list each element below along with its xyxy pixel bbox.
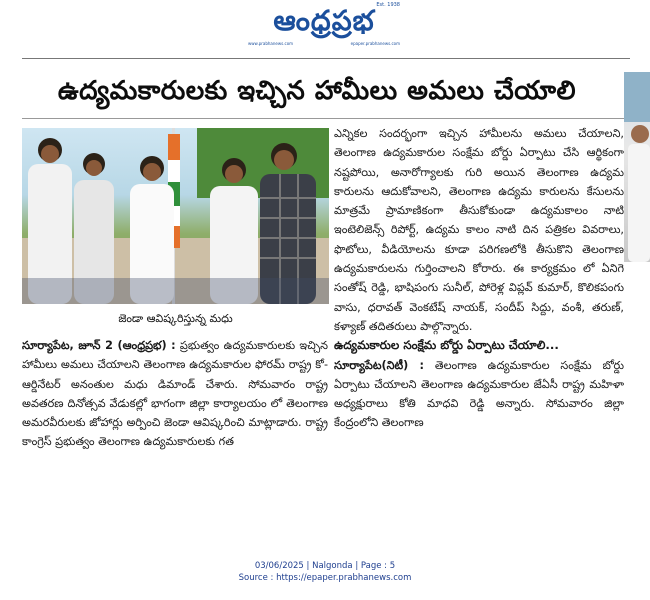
left-paragraph — [22, 336, 328, 452]
page-footer — [0, 560, 650, 584]
dateline: సూర్యాపేట, జూన్ 2 (ఆంధ్రప్రభ) : — [22, 339, 176, 352]
article-headline: ఉద్యమకారులకు ఇచ్చిన హామీలు అమలు చేయాలి — [57, 76, 577, 106]
adjacent-photo-image — [624, 72, 650, 262]
footer-source: Source : https://epaper.prabhanews.com — [238, 573, 412, 583]
logo-text: ఆంధ్రప్రభ — [273, 4, 375, 37]
article-right-column — [334, 124, 624, 433]
masthead — [0, 0, 650, 62]
second-paragraph — [334, 356, 624, 433]
logo-est: Est. 1938 — [376, 2, 400, 8]
logo-url-right: epaper.prabhanews.com — [350, 41, 400, 46]
left-body-text: ప్రభుత్వం ఉద్యమకారులకు ఇచ్చిన హామీలు అమలు చేయాలని తెలంగాణ ఉద్యమకారుల ఫోరమ్ రాష్ట్ర కో-ఆర్డినేటర్ అనంతుల మధు డిమాండ్ చేశారు. సోమవారం రాష్ట్ర అవతరణ దినోత్సవ వేడుకల్లో భాగంగా జిల్లా కార్యాలయం లో తెలంగాణ అమరవీరులకు జోహార్లు అర్పించి జెండా ఆవిష్కరించి మాట్లాడారు. రాష్ట్ర కాంగ్రెస్ ప్రభుత్వం తెలంగాణ ఉద్యమకారులకు గత — [22, 339, 329, 449]
article-photo — [22, 128, 329, 304]
footer-edition-info: 03/06/2025 | Nalgonda | Page : 5 — [254, 561, 396, 571]
article-left-column — [22, 336, 328, 452]
flag-hoisting-photo — [22, 128, 329, 304]
sub-headline: ఉద్యమకారుల సంక్షేమ బోర్డు ఏర్పాటు చేయాలి... — [334, 338, 559, 353]
dateline-2: సూర్యాపేట(నిటీ) : — [334, 358, 424, 372]
photo-caption: జెండా ఆవిష్కరిస్తున్న మధు — [118, 312, 233, 325]
second-body-text: తెలంగాణ ఉద్యమకారుల సంక్షేమ బోర్డు ఏర్పాటు చేయాలని తెలంగాణ ఉద్యమకారుల జేఏసీ రాష్ట్ర మహిళా అధ్యక్షురాలు కోతి మాధవి రెడ్డి అన్నారు. సోమవారం జిల్లా కేంద్రంలోని తెలంగాణ — [334, 358, 624, 430]
logo-url-left: www.prabhanews.com — [248, 41, 294, 46]
masthead-divider — [22, 58, 630, 59]
right-body-text: ఎన్నికల సందర్భంగా ఇచ్చిన హామీలను అమలు చేయాలని, తెలంగాణ ఉద్యమకారుల సంక్షేమ బోర్డు ఏర్పాటు చేసి ఆర్థికంగా నష్టపోయి, అనారోగ్యాలకు గురి అయిన తెలంగాణ ఉద్యమ కారులను ఆదుకోవాలని, తెలంగాణ ఉద్యమ కారులను కేసులను మాత్రమే ప్రామాణికంగా తీసుకోకుండా ఉద్యమకాలం నాటి ఇంటెలిజెన్స్ రిపోర్ట్, ఉద్యమ కాలం నాటి దిన పత్రికల వివరాలు, ఫొటోలు, వీడియోలను కూడా పరిగణలోకి తీసుకొని తెలంగాణ ఉద్యమకారులను గుర్తించాలని కోరారు. ఈ కార్యక్రమం లో ఏనిగె సంతోష్ రెడ్డి, భాషిపంగు సునీల్, పోరెళ్ల విప్లవ్ కుమార్, కొలికపంగు వాసు, ధరావత్ వెంకటేష్ నాయక్, సందీప్ సిద్దు, వంశీ, తరుణ్, కళ్యాణ్ తదితరులు పాల్గొన్నారు. — [334, 127, 624, 333]
logo-urls — [248, 41, 400, 46]
headline-divider — [22, 118, 630, 119]
adjacent-article-photo — [624, 72, 650, 262]
newspaper-logo — [248, 4, 400, 48]
